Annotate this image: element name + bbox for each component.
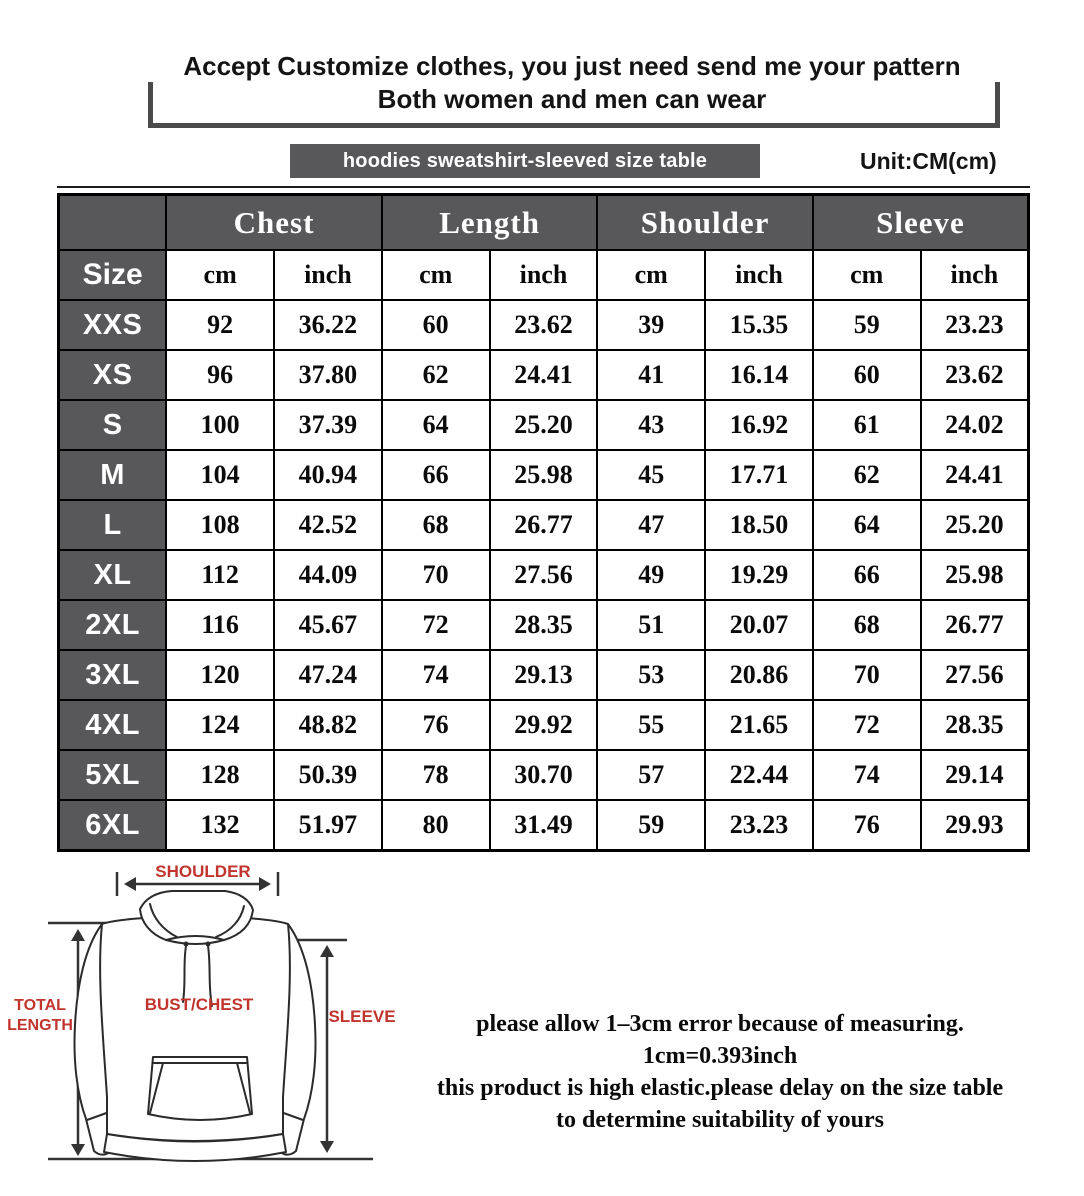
measurement-notes (395, 1008, 1045, 1136)
value-cell: 29.14 (921, 750, 1029, 800)
size-cell: 3XL (59, 650, 167, 700)
value-cell: 30.70 (490, 750, 598, 800)
value-cell: 23.23 (921, 300, 1029, 350)
subheader-inch: inch (274, 250, 382, 300)
table-row (59, 400, 1029, 450)
value-cell: 57 (597, 750, 705, 800)
value-cell: 96 (166, 350, 274, 400)
table-row (59, 500, 1029, 550)
size-header-cell: Size (59, 250, 167, 300)
value-cell: 20.86 (705, 650, 813, 700)
value-cell: 22.44 (705, 750, 813, 800)
value-cell: 51 (597, 600, 705, 650)
value-cell: 116 (166, 600, 274, 650)
value-cell: 28.35 (490, 600, 598, 650)
value-cell: 25.20 (490, 400, 598, 450)
value-cell: 17.71 (705, 450, 813, 500)
value-cell: 70 (382, 550, 490, 600)
banner-line-2: Both women and men can wear (377, 84, 767, 114)
value-cell: 74 (382, 650, 490, 700)
value-cell: 36.22 (274, 300, 382, 350)
value-cell: 72 (382, 600, 490, 650)
value-cell: 42.52 (274, 500, 382, 550)
value-cell: 41 (597, 350, 705, 400)
value-cell: 16.14 (705, 350, 813, 400)
value-cell: 48.82 (274, 700, 382, 750)
banner-line-1: Accept Customize clothes, you just need send me your pattern (183, 51, 961, 81)
value-cell: 29.13 (490, 650, 598, 700)
note-line-3: this product is high elastic.please delay on the size table (436, 1075, 1004, 1101)
value-cell: 60 (813, 350, 921, 400)
table-row (59, 650, 1029, 700)
subheader-inch: inch (705, 250, 813, 300)
value-cell: 132 (166, 800, 274, 851)
value-cell: 59 (813, 300, 921, 350)
unit-label: Unit:CM(cm) (860, 148, 997, 174)
value-cell: 64 (382, 400, 490, 450)
value-cell: 20.07 (705, 600, 813, 650)
group-header-shoulder: Shoulder (597, 195, 813, 251)
value-cell: 74 (813, 750, 921, 800)
value-cell: 24.41 (490, 350, 598, 400)
value-cell: 25.98 (921, 550, 1029, 600)
size-table (57, 193, 1030, 852)
value-cell: 18.50 (705, 500, 813, 550)
total-length-label-1: TOTAL (14, 997, 66, 1014)
value-cell: 24.02 (921, 400, 1029, 450)
corner-cell (59, 195, 167, 251)
value-cell: 76 (813, 800, 921, 851)
value-cell: 104 (166, 450, 274, 500)
value-cell: 70 (813, 650, 921, 700)
table-row (59, 300, 1029, 350)
value-cell: 112 (166, 550, 274, 600)
value-cell: 45.67 (274, 600, 382, 650)
size-table-body (59, 300, 1029, 851)
value-cell: 15.35 (705, 300, 813, 350)
value-cell: 26.77 (490, 500, 598, 550)
size-cell: XXS (59, 300, 167, 350)
value-cell: 128 (166, 750, 274, 800)
value-cell: 78 (382, 750, 490, 800)
value-cell: 68 (382, 500, 490, 550)
value-cell: 40.94 (274, 450, 382, 500)
note-line-2: 1cm=0.393inch (642, 1043, 798, 1069)
size-cell: 4XL (59, 700, 167, 750)
hoodie-drawing (74, 891, 315, 1161)
value-cell: 49 (597, 550, 705, 600)
value-cell: 23.23 (705, 800, 813, 851)
value-cell: 50.39 (274, 750, 382, 800)
value-cell: 76 (382, 700, 490, 750)
size-cell: XL (59, 550, 167, 600)
table-row (59, 800, 1029, 851)
table-row (59, 350, 1029, 400)
total-length-label-2: LENGTH (7, 1017, 73, 1034)
size-cell: 6XL (59, 800, 167, 851)
value-cell: 43 (597, 400, 705, 450)
note-line-1: please allow 1–3cm error because of measuring. (476, 1011, 964, 1037)
group-header-row (59, 195, 1029, 251)
bust-chest-label: BUST/CHEST (144, 995, 254, 1014)
value-cell: 120 (166, 650, 274, 700)
shoulder-label: SHOULDER (155, 862, 251, 881)
value-cell: 55 (597, 700, 705, 750)
value-cell: 51.97 (274, 800, 382, 851)
size-cell: M (59, 450, 167, 500)
table-title-bar: hoodies sweatshirt-sleeved size table (290, 144, 760, 178)
value-cell: 28.35 (921, 700, 1029, 750)
value-cell: 25.20 (921, 500, 1029, 550)
subheader-cm: cm (597, 250, 705, 300)
value-cell: 66 (813, 550, 921, 600)
table-row (59, 450, 1029, 500)
header-banner (146, 50, 998, 116)
value-cell: 92 (166, 300, 274, 350)
value-cell: 108 (166, 500, 274, 550)
value-cell: 37.39 (274, 400, 382, 450)
value-cell: 37.80 (274, 350, 382, 400)
value-cell: 72 (813, 700, 921, 750)
value-cell: 21.65 (705, 700, 813, 750)
value-cell: 100 (166, 400, 274, 450)
sleeve-label: SLEEVE (328, 1007, 396, 1026)
table-row (59, 600, 1029, 650)
subheader-cm: cm (166, 250, 274, 300)
subheader-cm: cm (813, 250, 921, 300)
value-cell: 47.24 (274, 650, 382, 700)
size-cell: L (59, 500, 167, 550)
value-cell: 19.29 (705, 550, 813, 600)
value-cell: 29.93 (921, 800, 1029, 851)
value-cell: 80 (382, 800, 490, 851)
value-cell: 60 (382, 300, 490, 350)
size-cell: 5XL (59, 750, 167, 800)
table-top-rule (57, 186, 1030, 188)
value-cell: 23.62 (490, 300, 598, 350)
value-cell: 68 (813, 600, 921, 650)
value-cell: 23.62 (921, 350, 1029, 400)
table-row (59, 700, 1029, 750)
subheader-cm: cm (382, 250, 490, 300)
value-cell: 16.92 (705, 400, 813, 450)
value-cell: 29.92 (490, 700, 598, 750)
subheader-inch: inch (490, 250, 598, 300)
value-cell: 45 (597, 450, 705, 500)
hoodie-measurement-diagram (0, 852, 420, 1196)
subheader-inch: inch (921, 250, 1029, 300)
value-cell: 26.77 (921, 600, 1029, 650)
size-cell: S (59, 400, 167, 450)
value-cell: 25.98 (490, 450, 598, 500)
value-cell: 61 (813, 400, 921, 450)
size-cell: 2XL (59, 600, 167, 650)
value-cell: 62 (813, 450, 921, 500)
value-cell: 39 (597, 300, 705, 350)
value-cell: 64 (813, 500, 921, 550)
size-cell: XS (59, 350, 167, 400)
table-row (59, 550, 1029, 600)
table-row (59, 750, 1029, 800)
group-header-sleeve: Sleeve (813, 195, 1029, 251)
group-header-length: Length (382, 195, 598, 251)
value-cell: 62 (382, 350, 490, 400)
group-header-chest: Chest (166, 195, 382, 251)
value-cell: 44.09 (274, 550, 382, 600)
subheader-row (59, 250, 1029, 300)
value-cell: 59 (597, 800, 705, 851)
value-cell: 31.49 (490, 800, 598, 851)
value-cell: 66 (382, 450, 490, 500)
value-cell: 27.56 (921, 650, 1029, 700)
value-cell: 124 (166, 700, 274, 750)
value-cell: 27.56 (490, 550, 598, 600)
note-line-4: to determine suitability of yours (556, 1107, 884, 1133)
value-cell: 24.41 (921, 450, 1029, 500)
value-cell: 53 (597, 650, 705, 700)
value-cell: 47 (597, 500, 705, 550)
